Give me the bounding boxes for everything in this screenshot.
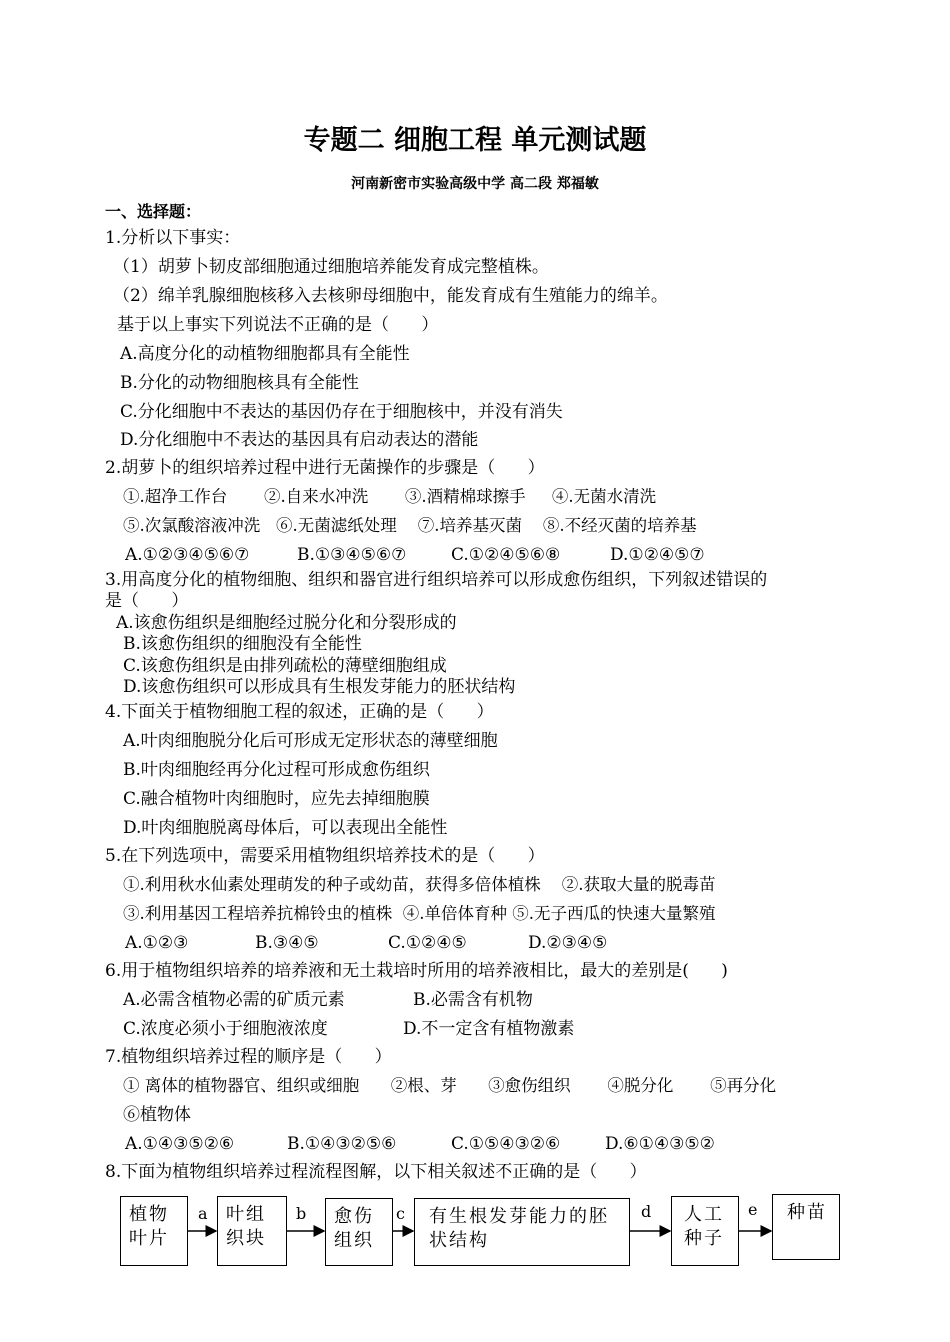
q4-option-b: B.叶肉细胞经再分化过程可形成愈伤组织 <box>123 760 430 780</box>
q7-option-d: D.⑥①④③⑤② <box>605 1134 715 1154</box>
q3-option-c: C.该愈伤组织是由排列疏松的薄壁细胞组成 <box>123 656 447 676</box>
flow-box-callus: 愈伤组织 <box>325 1198 393 1266</box>
section-heading: 一、选择题： <box>105 202 202 221</box>
flow-box-artificial-seed: 人工种子 <box>671 1196 739 1266</box>
q4-stem: 4.下面关于植物细胞工程的叙述，正确的是（ ） <box>105 702 494 722</box>
q1-option-d: D.分化细胞中不表达的基因具有启动表达的潜能 <box>120 430 479 450</box>
q5-option-c: C.①②④⑤ <box>388 933 467 953</box>
q8-stem: 8.下面为植物组织培养过程流程图解，以下相关叙述不正确的是（ ） <box>105 1162 647 1182</box>
q4-option-c: C.融合植物叶肉细胞时，应先去掉细胞膜 <box>123 789 430 809</box>
q2-stem: 2.胡萝卜的组织培养过程中进行无菌操作的步骤是（ ） <box>105 458 545 478</box>
q1-ask: 基于以上事实下列说法不正确的是（ ） <box>117 315 439 335</box>
q2-items-2: ⑤.次氯酸溶液冲洗 ⑥.无菌滤纸处理 ⑦.培养基灭菌 ⑧.不经灭菌的培养基 <box>123 516 697 535</box>
q7-option-c: C.①⑤④③②⑥ <box>451 1134 561 1154</box>
q3-option-a: A.该愈伤组织是细胞经过脱分化和分裂形成的 <box>116 613 457 633</box>
flow-box-leaf: 植物叶片 <box>120 1196 188 1266</box>
flow-step-b: b <box>296 1204 307 1223</box>
q3-stem-line-2: 是（ ） <box>105 591 189 611</box>
flow-box-embryoid: 有生根发芽能力的胚状结构 <box>414 1198 630 1266</box>
q1-option-b: B.分化的动物细胞核具有全能性 <box>120 373 359 393</box>
flow-box-leaf-tissue: 叶组织块 <box>217 1196 287 1266</box>
q5-items-2: ③.利用基因工程培养抗棉铃虫的植株 ④.单倍体育种 ⑤.无子西瓜的快速大量繁殖 <box>123 904 716 923</box>
flow-step-a: a <box>198 1204 208 1223</box>
q3-option-d: D.该愈伤组织可以形成具有生根发芽能力的胚状结构 <box>123 677 516 697</box>
q4-option-a: A.叶肉细胞脱分化后可形成无定形状态的薄壁细胞 <box>123 731 498 751</box>
flow-step-d: d <box>641 1202 652 1221</box>
q1-fact-1: （1）胡萝卜韧皮部细胞通过细胞培养能发育成完整植株。 <box>113 257 549 277</box>
q2-option-b: B.①③④⑤⑥⑦ <box>297 545 407 565</box>
page-title: 专题二 细胞工程 单元测试题 <box>303 125 647 156</box>
q4-option-d: D.叶肉细胞脱离母体后，可以表现出全能性 <box>123 818 448 838</box>
q6-option-c: C.浓度必须小于细胞液浓度 <box>123 1019 328 1039</box>
q2-option-a: A.①②③④⑤⑥⑦ <box>125 545 250 565</box>
q1-option-a: A.高度分化的动植物细胞都具有全能性 <box>120 344 410 364</box>
author-line: 河南新密市实验高级中学 高二段 郑福敏 <box>351 176 599 192</box>
q6-option-a: A.必需含植物必需的矿质元素 <box>123 990 345 1010</box>
q1-stem: 1.分析以下事实： <box>105 228 241 248</box>
q6-option-b: B.必需含有机物 <box>413 990 533 1010</box>
flow-box-seedling: 种苗 <box>772 1194 840 1260</box>
q7-option-b: B.①④③②⑤⑥ <box>287 1134 397 1154</box>
q5-option-d: D.②③④⑤ <box>528 933 608 953</box>
q1-fact-2: （2）绵羊乳腺细胞核移入去核卵母细胞中，能发育成有生殖能力的绵羊。 <box>113 286 668 306</box>
flow-step-c: c <box>396 1204 405 1223</box>
q5-items-1: ①.利用秋水仙素处理萌发的种子或幼苗，获得多倍体植株 ②.获取大量的脱毒苗 <box>123 875 716 894</box>
q3-stem-line-1: 3.用高度分化的植物细胞、组织和器官进行组织培养可以形成愈伤组织，下列叙述错误的 <box>105 570 768 590</box>
q6-option-d: D.不一定含有植物激素 <box>403 1019 575 1039</box>
q2-items-1: ①.超净工作台 ②.自来水冲洗 ③.酒精棉球擦手 ④.无菌水清洗 <box>123 487 657 506</box>
q2-option-c: C.①②④⑤⑥⑧ <box>451 545 561 565</box>
q3-option-b: B.该愈伤组织的细胞没有全能性 <box>123 634 362 654</box>
q7-option-a: A.①④③⑤②⑥ <box>125 1134 235 1154</box>
q5-option-a: A.①②③ <box>125 933 189 953</box>
q7-items-1: ① 离体的植物器官、组织或细胞 ②根、芽 ③愈伤组织 ④脱分化 ⑤再分化 <box>123 1076 777 1095</box>
q2-option-d: D.①②④⑤⑦ <box>610 545 705 565</box>
q7-items-2: ⑥植物体 <box>123 1105 191 1125</box>
q6-stem: 6.用于植物组织培养的培养液和无土栽培时所用的培养液相比，最大的差别是( ) <box>105 961 728 981</box>
q7-stem: 7.植物组织培养过程的顺序是（ ） <box>105 1047 392 1067</box>
q5-stem: 5.在下列选项中，需要采用植物组织培养技术的是（ ） <box>105 846 545 866</box>
q1-option-c: C.分化细胞中不表达的基因仍存在于细胞核中，并没有消失 <box>120 402 563 422</box>
q5-option-b: B.③④⑤ <box>255 933 319 953</box>
flow-step-e: e <box>748 1200 758 1219</box>
